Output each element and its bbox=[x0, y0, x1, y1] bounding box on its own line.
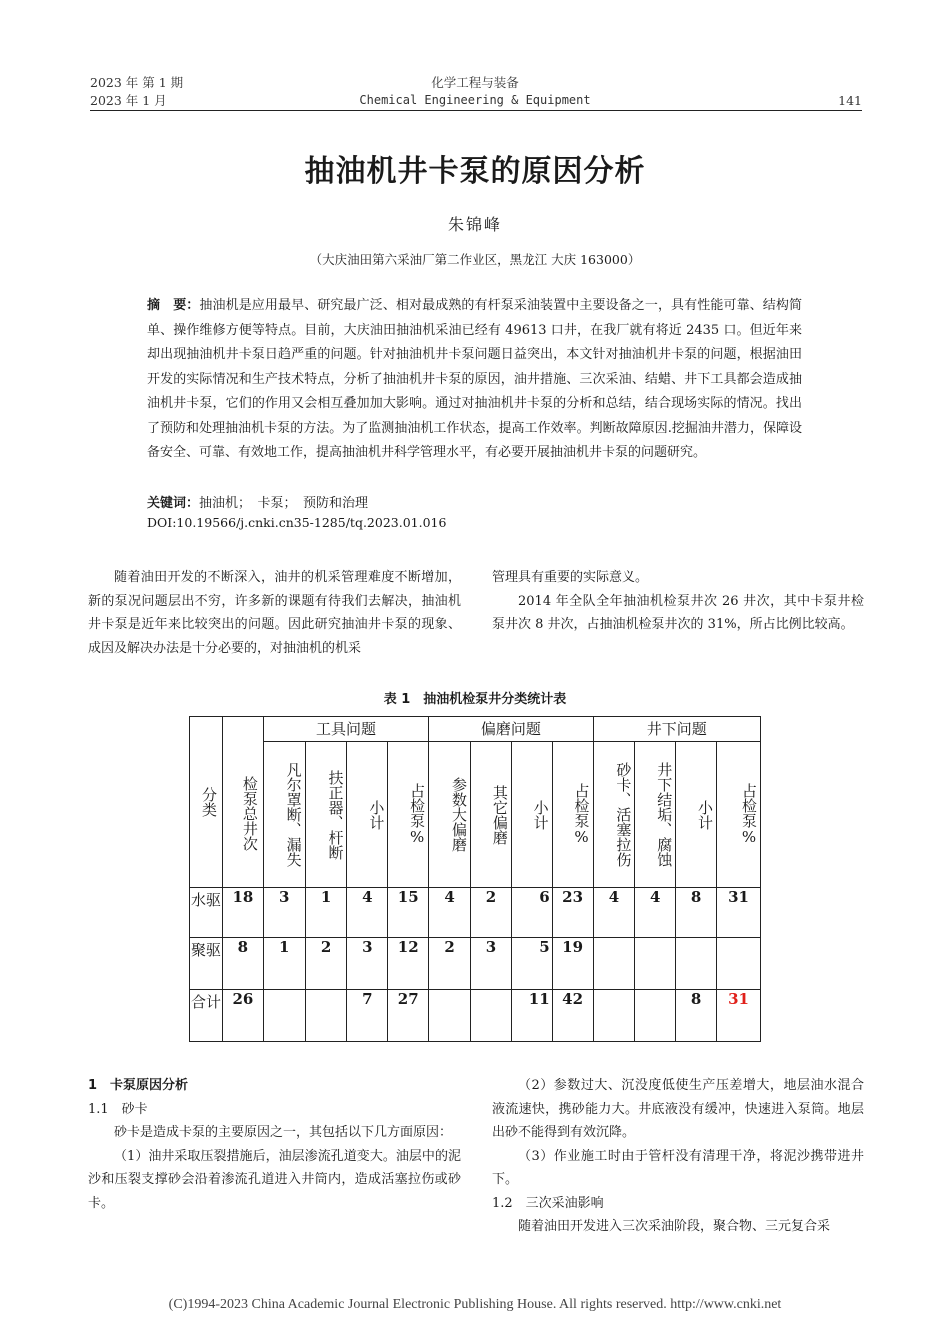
abstract bbox=[147, 294, 802, 466]
table-cell: 2 bbox=[305, 938, 347, 990]
abstract-text: 抽油机是应用最早、研究最广泛、相对最成熟的有杆泵采油装置中主要设备之一，具有性能可靠、结构简单、操作维修方便等特点。目前，大庆油田抽油机采油已经有 49613 口井，在我厂就有将近 2435 口。但近年来却出现抽油机井卡泵日趋严重的问题。针对抽油机井卡泵问题日益突出，本文针对抽油机井卡泵的问题，根据油田开发的实际情况和生产技术特点，分析了抽油机井卡泵的原因，油井措施、三次采油、结蜡、井下工具都会造成抽油机井卡泵，它们的作用又会相互叠加加大影响。通过对抽油机井卡泵的分析和总结，结合现场实际的情况。找出了预防和处理抽油机卡泵的方法。为了监测抽油机工作状态，提高工作效率。判断故障原因.挖掘油井潜力，保障设备安全、可靠、有效地工作，提高抽油机井科学管理水平，有必要开展抽油机井卡泵的问题研究。 bbox=[147, 298, 802, 460]
row-label: 合计 bbox=[190, 990, 223, 1042]
journal-title-cn: 化学工程与装备 bbox=[431, 75, 519, 90]
table-cell: 26 bbox=[222, 990, 263, 1042]
corner-label: 分类 bbox=[190, 717, 223, 888]
pump-inspection-table bbox=[189, 716, 761, 1042]
subheader-cell: 占检泵% bbox=[717, 742, 761, 888]
table-cell: 27 bbox=[388, 990, 429, 1042]
subheader-cell: 参数大偏磨 bbox=[429, 742, 471, 888]
subheader-cell: 占检泵% bbox=[388, 742, 429, 888]
table-cell: 3 bbox=[263, 888, 305, 938]
table-caption: 表 1 抽油机检泵井分类统计表 bbox=[383, 692, 567, 707]
table-cell: 4 bbox=[635, 888, 676, 938]
table-cell bbox=[263, 990, 305, 1042]
section-paragraph: （3）作业施工时由于管杆没有清理干净，将泥沙携带进井下。 bbox=[492, 1148, 864, 1187]
author-affiliation: （大庆油田第六采油厂第二作业区，黑龙江 大庆 163000） bbox=[309, 252, 641, 267]
table-cell bbox=[429, 990, 471, 1042]
copyright-footer: (C)1994-2023 China Academic Journal Electronic Publishing House. All rights reserved. http://www.cnki.net bbox=[168, 1297, 782, 1312]
section1-left-column bbox=[88, 1074, 461, 1215]
table-cell: 4 bbox=[347, 888, 388, 938]
table-cell: 1 bbox=[305, 888, 347, 938]
group-header-downhole: 井下问题 bbox=[593, 717, 760, 742]
subheader-cell: 小计 bbox=[511, 742, 552, 888]
subheader-cell: 砂卡、活塞拉伤 bbox=[593, 742, 635, 888]
table-cell bbox=[635, 938, 676, 990]
intro-paragraph-2: 2014 年全队全年抽油机检泵井次 26 井次，其中卡泵井检泵井次 8 井次，占抽油机检泵井次的 31%，所占比例比较高。 bbox=[492, 593, 864, 632]
intro-right-column bbox=[492, 566, 864, 637]
section-heading: 1 卡泵原因分析 bbox=[88, 1078, 189, 1093]
subheader-cell: 井下结垢、腐蚀 bbox=[635, 742, 676, 888]
table-cell: 5 bbox=[511, 938, 552, 990]
author-name: 朱锦峰 bbox=[447, 215, 502, 234]
table-cell: 6 bbox=[511, 888, 552, 938]
keywords-label: 关键词： bbox=[147, 496, 200, 511]
subheader-cell: 其它偏磨 bbox=[470, 742, 511, 888]
table-cell: 31 bbox=[717, 888, 761, 938]
group-header-tool: 工具问题 bbox=[263, 717, 428, 742]
table-cell: 19 bbox=[552, 938, 593, 990]
table-cell bbox=[593, 990, 635, 1042]
table-cell: 7 bbox=[347, 990, 388, 1042]
table-cell: 2 bbox=[429, 938, 471, 990]
table-subheader-row bbox=[190, 742, 761, 888]
section-paragraph: 砂卡是造成卡泵的主要原因之一，其包括以下几方面原因： bbox=[114, 1125, 453, 1140]
table-row-total bbox=[190, 990, 761, 1042]
table-cell: 42 bbox=[552, 990, 593, 1042]
table-cell: 4 bbox=[429, 888, 471, 938]
section1-right-column bbox=[492, 1074, 864, 1239]
table-cell: 3 bbox=[470, 938, 511, 990]
article-title: 抽油机井卡泵的原因分析 bbox=[304, 154, 646, 189]
table-row-polymer-flooding bbox=[190, 938, 761, 990]
abstract-label: 摘 要： bbox=[147, 298, 200, 313]
date-label: 2023 年 1 月 bbox=[90, 93, 167, 108]
table-group-header-row bbox=[190, 717, 761, 742]
table-cell: 3 bbox=[347, 938, 388, 990]
header-rule bbox=[90, 110, 862, 111]
subsection-heading: 1.1 砂卡 bbox=[88, 1101, 148, 1117]
table-cell bbox=[676, 938, 717, 990]
table-cell: 11 bbox=[511, 990, 552, 1042]
table-cell: 1 bbox=[263, 938, 305, 990]
table-cell: 8 bbox=[676, 888, 717, 938]
journal-title-en: Chemical Engineering & Equipment bbox=[359, 93, 591, 107]
table-cell: 8 bbox=[676, 990, 717, 1042]
subheader-cell: 占检泵% bbox=[552, 742, 593, 888]
subheader-cell: 小计 bbox=[347, 742, 388, 888]
table-cell: 18 bbox=[222, 888, 263, 938]
table-cell: 4 bbox=[593, 888, 635, 938]
table-cell: 2 bbox=[470, 888, 511, 938]
subheader-cell: 凡尔罩断、漏失 bbox=[263, 742, 305, 888]
table-cell: 15 bbox=[388, 888, 429, 938]
total-count-header: 检泵总井次 bbox=[222, 717, 263, 888]
intro-paragraph-1: 随着油田开发的不断深入，油井的机采管理难度不断增加，新的泵况问题层出不穷，许多新的课题有待我们去解决，抽油机井卡泵是近年来比较突出的问题。因此研究抽油井卡泵的现象、成因及解决办法是十分必要的，对抽油机的机采 bbox=[88, 570, 461, 656]
subheader-cell: 扶正器、杆断 bbox=[305, 742, 347, 888]
table-cell: 12 bbox=[388, 938, 429, 990]
issue-label: 2023 年 第 1 期 bbox=[90, 75, 184, 90]
keywords-text: 抽油机； 卡泵； 预防和治理 bbox=[199, 496, 369, 511]
section-paragraph: （1）油井采取压裂措施后，油层渗流孔道变大。油层中的泥沙和压裂支撑砂会沿着渗流孔道进入井筒内，造成活塞拉伤或砂卡。 bbox=[88, 1148, 461, 1211]
subheader-cell: 小计 bbox=[676, 742, 717, 888]
group-header-wear: 偏磨问题 bbox=[429, 717, 593, 742]
table-cell: 23 bbox=[552, 888, 593, 938]
keywords bbox=[147, 492, 368, 511]
subsection-heading: 1.2 三次采油影响 bbox=[492, 1195, 604, 1211]
intro-left-column bbox=[88, 566, 461, 660]
table-cell bbox=[305, 990, 347, 1042]
table-cell: 8 bbox=[222, 938, 263, 990]
row-label: 水驱 bbox=[190, 888, 223, 938]
page-number: 141 bbox=[838, 93, 862, 108]
table-cell bbox=[717, 938, 761, 990]
table-cell bbox=[635, 990, 676, 1042]
intro-paragraph-1-continued: 管理具有重要的实际意义。 bbox=[492, 570, 649, 585]
table-row-water-flooding bbox=[190, 888, 761, 938]
section-paragraph: 随着油田开发进入三次采油阶段，聚合物、三元复合采 bbox=[518, 1219, 831, 1234]
table-cell-highlight: 31 bbox=[717, 990, 761, 1042]
section-paragraph: （2）参数过大、沉没度低使生产压差增大，地层油水混合液流速快，携砂能力大。井底液没有缓冲，快速进入泵筒。地层出砂不能得到有效沉降。 bbox=[492, 1078, 864, 1140]
row-label: 聚驱 bbox=[190, 938, 223, 990]
table-cell bbox=[470, 990, 511, 1042]
doi: DOI:10.19566/j.cnki.cn35-1285/tq.2023.01.016 bbox=[147, 515, 447, 530]
table-cell bbox=[593, 938, 635, 990]
